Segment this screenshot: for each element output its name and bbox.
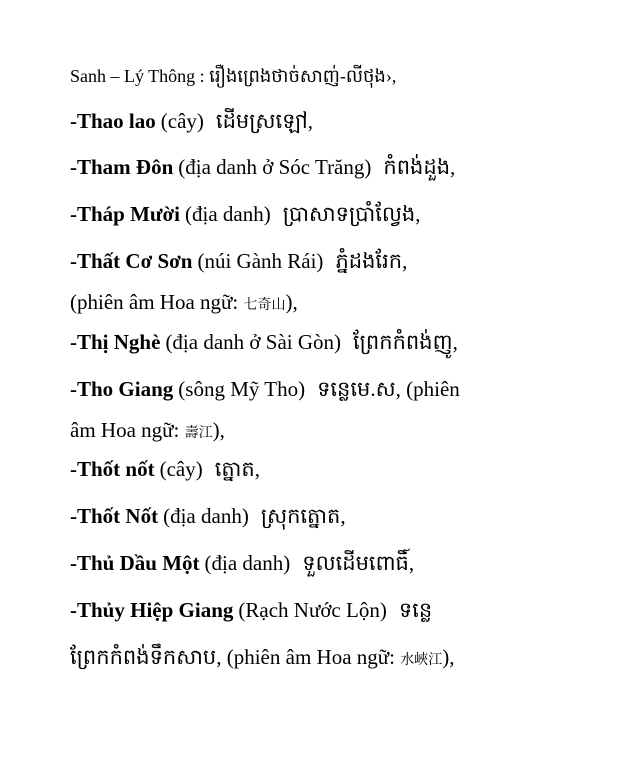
entry-term: -Thao lao xyxy=(70,109,156,133)
entry-term: -Thốt Nốt xyxy=(70,504,159,528)
chinese-text: 水峽江 xyxy=(400,653,443,668)
note-text: (phiên âm Hoa ngữ: xyxy=(221,645,401,669)
entry-gloss: (cây) xyxy=(160,109,204,133)
entry-gloss: (địa danh ở Sóc Trăng) xyxy=(178,155,372,179)
entry-gloss: (núi Gành Rái) xyxy=(197,249,324,273)
khmer-text: ដើមស្រឡៅ, xyxy=(215,109,314,133)
entry-thot-not-tree xyxy=(70,455,260,483)
khmer-text: ប្រាសាទប្រាំល្វែង, xyxy=(282,202,421,226)
intro-line xyxy=(70,62,396,90)
entry-tham-don xyxy=(70,153,455,181)
khmer-text: ភ្នំដងរែក, xyxy=(335,249,408,273)
khmer-text: ទន្លេមេ.ស, xyxy=(317,377,401,401)
khmer-text: ស្រុកត្នោត, xyxy=(260,504,346,528)
intro-text: Sanh – Lý Thông : xyxy=(70,66,210,86)
entry-term: -Thị Nghè xyxy=(70,330,161,354)
entry-term: -Tham Đôn xyxy=(70,155,174,179)
entry-thuy-hiep-giang-note xyxy=(70,643,455,675)
entry-thuy-hiep-giang xyxy=(70,596,432,624)
note-text: âm Hoa ngữ: xyxy=(70,418,185,442)
entry-gloss: (sông Mỹ Tho) xyxy=(178,377,306,401)
entry-gloss: (địa danh ở Sài Gòn) xyxy=(165,330,342,354)
entry-thi-nghe xyxy=(70,328,458,356)
khmer-text: ទន្លេ xyxy=(398,598,433,622)
entry-tho-giang xyxy=(70,375,460,403)
chinese-text: 壽江 xyxy=(184,426,213,441)
note-tail: ), xyxy=(285,290,298,314)
entry-term: -Thốt nốt xyxy=(70,457,155,481)
entry-term: -Thủy Hiệp Giang xyxy=(70,598,234,622)
entry-thu-dau-mot xyxy=(70,549,414,577)
note-tail: (phiên xyxy=(400,377,460,401)
entry-thap-muoi xyxy=(70,200,420,228)
entry-thot-not-place xyxy=(70,502,346,530)
entry-gloss: (địa danh) xyxy=(163,504,249,528)
khmer-text: រឿងព្រេងថាច់សាញ់-លីថុង›, xyxy=(209,66,397,86)
entry-tho-giang-note xyxy=(70,416,225,448)
entry-term: -Tháp Mười xyxy=(70,202,180,226)
entry-term: -Tho Giang xyxy=(70,377,174,401)
khmer-text: ព្រែកកំពង់ទឹកសាប, xyxy=(70,645,222,669)
entry-gloss: (cây) xyxy=(159,457,203,481)
note-tail: ), xyxy=(212,418,225,442)
entry-that-co-son-note xyxy=(70,288,298,320)
note-text: (phiên âm Hoa ngữ: xyxy=(70,290,244,314)
khmer-text: ត្នោត, xyxy=(214,457,260,481)
entry-gloss: (địa danh) xyxy=(185,202,271,226)
note-tail: ), xyxy=(442,645,455,669)
entry-gloss: (địa danh) xyxy=(204,551,291,575)
entry-gloss: (Rạch Nước Lộn) xyxy=(238,598,387,622)
chinese-text: 七奇山 xyxy=(243,298,286,313)
entry-term: -Thủ Dầu Một xyxy=(70,551,200,575)
entry-term: -Thất Cơ Sơn xyxy=(70,249,193,273)
khmer-text: ព្រែកកំពង់ញូ, xyxy=(353,330,458,354)
khmer-text: ទួលដើមពោធិ៍, xyxy=(302,551,415,575)
entry-that-co-son xyxy=(70,247,407,275)
entry-thao-lao xyxy=(70,107,313,135)
khmer-text: កំពង់ដួង, xyxy=(383,155,456,179)
